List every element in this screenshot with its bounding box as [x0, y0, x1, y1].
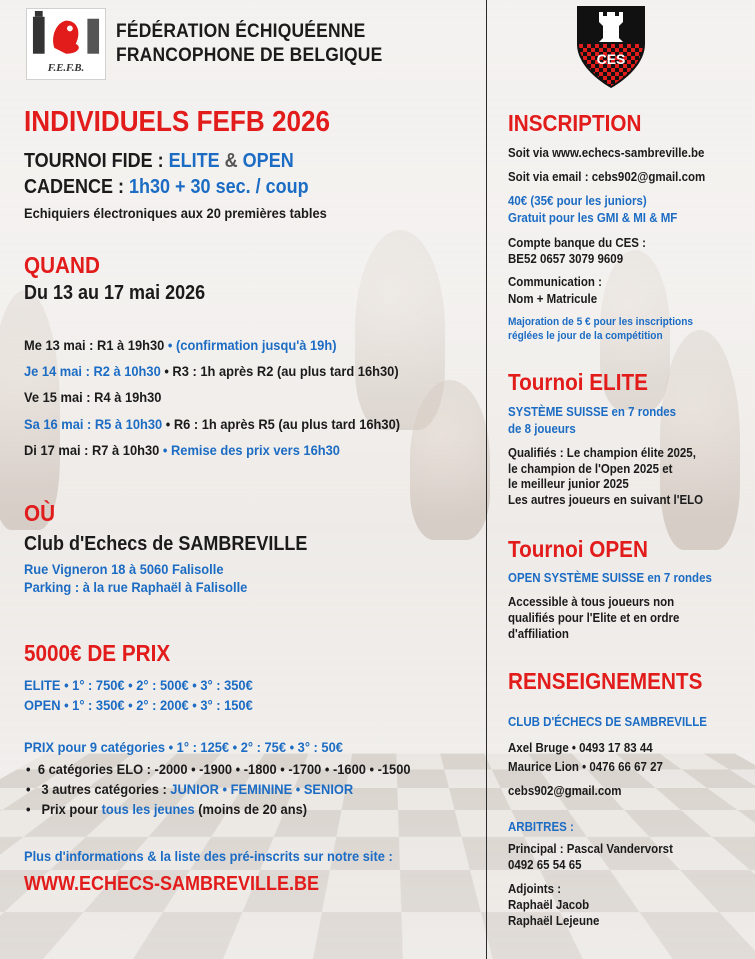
echiquiers-text: Echiquiers électroniques aux 20 premières tables [24, 205, 327, 221]
tournoi-open: OPEN [242, 150, 294, 172]
day-1-main: Me 13 mai : R1 à 19h30 [24, 337, 168, 353]
website-link[interactable]: WWW.ECHECS-SAMBREVILLE.BE [24, 873, 320, 895]
prix-jeunes [26, 801, 307, 817]
prix-categories: PRIX pour 9 catégories • 1° : 125€ • 2° : 75€ • 3° : 50€ [24, 739, 343, 755]
federation-line-2: FRANCOPHONE DE BELGIQUE [116, 45, 383, 66]
inscription-price: 40€ (35€ pour les juniors) [508, 194, 647, 208]
open-access-2: qualifiés pour l'Elite et en ordre [508, 611, 680, 625]
fefb-logo-text: F.E.F.B. [47, 62, 85, 75]
cadence-line [24, 176, 309, 199]
prix-jeunes-c: (moins de 20 ans) [194, 801, 308, 817]
ces-logo-text: CES [596, 51, 626, 67]
arbitres-label: ARBITRES : [508, 820, 574, 834]
day-2-note: • R3 : 1h après R2 (au plus tard 16h30) [160, 363, 399, 379]
elite-heading: Tournoi ELITE [508, 369, 648, 395]
day-3-main: Ve 15 mai : R4 à 19h30 [24, 389, 162, 405]
day-1-note: • (confirmation jusqu'à 19h) [167, 337, 337, 353]
prix-elite: ELITE • 1° : 750€ • 2° : 500€ • 3° : 350€ [24, 677, 253, 693]
contact-1: Axel Bruge • 0493 17 83 44 [508, 741, 653, 755]
info-text: Plus d'informations & la liste des pré-inscrits sur notre site : [24, 848, 393, 864]
cadence-value: 1h30 + 30 sec. / coup [129, 176, 309, 198]
tournoi-amp: & [219, 150, 243, 172]
inscription-gratuit: Gratuit pour les GMI & MI & MF [508, 211, 678, 225]
ou-heading: OÙ [24, 500, 56, 526]
day-4-main: Sa 16 mai : R5 à 10h30 [24, 416, 163, 432]
cadence-label: CADENCE : [24, 176, 130, 198]
adjoint-2: Raphaël Lejeune [508, 914, 600, 928]
tournoi-label: TOURNOI FIDE : [24, 150, 169, 172]
compte-value: BE52 0657 3079 9609 [508, 252, 624, 266]
contact-email: cebs902@gmail.com [508, 784, 622, 798]
adjoints-label: Adjoints : [508, 882, 562, 896]
prix-elo: • 6 catégories ELO : -2000 • -1900 • -1800 • -1700 • -1600 • -1500 [26, 761, 411, 777]
compte-label: Compte banque du CES : [508, 236, 646, 250]
tournoi-elite: ELITE [168, 150, 220, 172]
day-2-main: Je 14 mai : R2 à 10h30 [24, 363, 161, 379]
day-5-main: Di 17 mai : R7 à 10h30 [24, 442, 163, 458]
tournoi-line [24, 150, 294, 173]
day-5-note: • Remise des prix vers 16h30 [162, 442, 340, 458]
quand-heading: QUAND [24, 252, 100, 278]
club-address: Rue Vigneron 18 à 5060 Falisolle [24, 561, 224, 577]
quand-dates: Du 13 au 17 mai 2026 [24, 282, 206, 304]
open-access-3: d'affiliation [508, 627, 569, 641]
elite-qualif-1: Qualifiés : Le champion élite 2025, [508, 446, 696, 460]
day-row-5 [24, 442, 340, 458]
club-name: Club d'Echecs de SAMBREVILLE [24, 533, 308, 555]
column-divider [486, 0, 487, 959]
renseignements-club: CLUB D'ÉCHECS DE SAMBREVILLE [508, 715, 707, 729]
day-row-1 [24, 337, 336, 353]
elite-qualif-4: Les autres joueurs en suivant l'ELO [508, 493, 704, 507]
main-title: INDIVIDUELS FEFB 2026 [24, 106, 331, 138]
prix-heading: 5000€ DE PRIX [24, 640, 171, 666]
renseignements-heading: RENSEIGNEMENTS [508, 668, 703, 694]
prix-autres-label: 3 autres catégories : [41, 781, 171, 797]
inscription-site: Soit via www.echecs-sambreville.be [508, 146, 705, 160]
majoration-line-2: réglées le jour de la compétition [508, 330, 663, 342]
arbitre-principal-tel: 0492 65 54 65 [508, 858, 582, 872]
day-row-4 [24, 416, 400, 432]
elite-qualif-2: le champion de l'Open 2025 et [508, 462, 673, 476]
club-parking: Parking : à la rue Raphaël à Falisolle [24, 579, 248, 595]
prix-jeunes-a: Prix pour [41, 801, 102, 817]
open-access-1: Accessible à tous joueurs non [508, 595, 675, 609]
federation-line-1: FÉDÉRATION ÉCHIQUÉENNE [116, 21, 366, 42]
majoration-line-1: Majoration de 5 € pour les inscriptions [508, 316, 694, 328]
arbitre-principal: Principal : Pascal Vandervorst [508, 842, 673, 856]
open-heading: Tournoi OPEN [508, 536, 648, 562]
elite-systeme-2: de 8 joueurs [508, 422, 576, 436]
adjoint-1: Raphaël Jacob [508, 898, 590, 912]
day-row-3 [24, 389, 161, 405]
prix-open: OPEN • 1° : 350€ • 2° : 200€ • 3° : 150€ [24, 697, 253, 713]
elite-systeme-1: SYSTÈME SUISSE en 7 rondes [508, 405, 677, 419]
prix-autres-cats: JUNIOR • FEMININE • SENIOR [170, 781, 354, 797]
inscription-email: Soit via email : cebs902@gmail.com [508, 170, 706, 184]
ces-logo [575, 4, 647, 90]
communication-value: Nom + Matricule [508, 292, 598, 306]
communication-label: Communication : [508, 275, 602, 289]
day-row-2 [24, 363, 399, 379]
prix-autres [26, 781, 353, 797]
prix-jeunes-b: tous les jeunes [101, 801, 195, 817]
open-systeme: OPEN SYSTÈME SUISSE en 7 rondes [508, 571, 712, 585]
inscription-heading: INSCRIPTION [508, 110, 642, 136]
day-4-note: • R6 : 1h après R5 (au plus tard 16h30) [162, 416, 401, 432]
fefb-logo [26, 8, 106, 80]
contact-2: Maurice Lion • 0476 66 67 27 [508, 760, 663, 774]
elite-qualif-3: le meilleur junior 2025 [508, 477, 629, 491]
